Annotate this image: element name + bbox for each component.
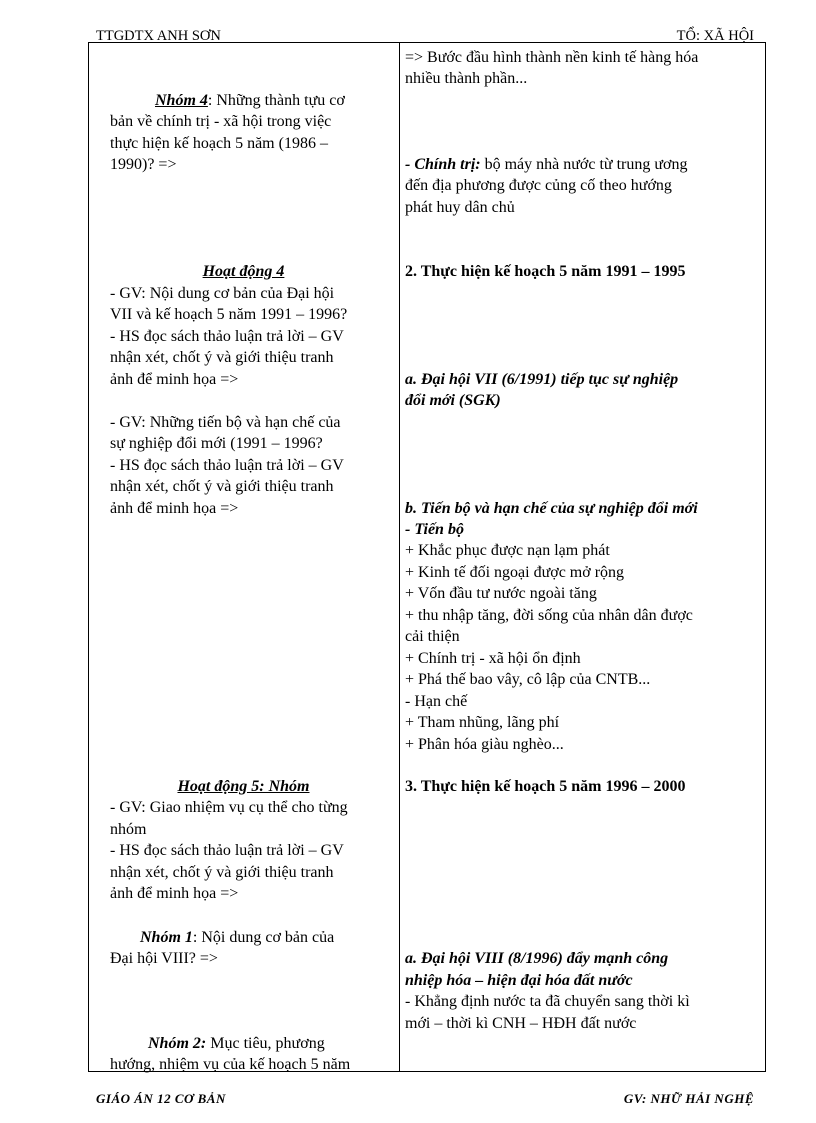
header-right: TỔ: XÃ HỘI	[676, 28, 754, 44]
progress-item-6: + Phá thế bao vây, cô lập của CNTB...	[405, 671, 651, 688]
result-line-2: nhiều thành phần...	[405, 70, 528, 87]
activity4-line-5: ảnh để minh họa =>	[110, 371, 239, 388]
limitation-item-2: + Phân hóa giàu nghèo...	[405, 736, 564, 753]
activity4-line-6: - GV: Những tiến bộ và hạn chế của	[110, 414, 341, 431]
activity5-title: Hoạt động 5: Nhóm	[177, 778, 310, 795]
progress-item-5: + Chính trị - xã hội ổn định	[405, 650, 581, 667]
group4-line-1: Nhóm 4: Những thành tựu cơ	[155, 92, 345, 109]
section2-heading: 2. Thực hiện kế hoạch 5 năm 1991 – 1995	[405, 263, 686, 280]
activity4-line-4: nhận xét, chốt ý và giới thiệu tranh	[110, 349, 334, 366]
activity5-line-4: nhận xét, chốt ý và giới thiệu tranh	[110, 864, 334, 881]
column-divider	[399, 42, 400, 1072]
activity4-line-7: sự nghiệp đổi mới (1991 – 1996?	[110, 435, 323, 452]
section2b-line-2: - Tiến bộ	[405, 521, 464, 538]
group4-line-2: bản về chính trị - xã hội trong việc	[110, 113, 332, 130]
activity5-line-5: ảnh để minh họa =>	[110, 885, 239, 902]
progress-item-2: + Kinh tế đối ngoại được mở rộng	[405, 564, 625, 581]
section3-heading: 3. Thực hiện kế hoạch 5 năm 1996 – 2000	[405, 778, 686, 795]
footer-right: GV: NHỮ HẢI NGHỆ	[623, 1091, 754, 1106]
politics-line-1: - Chính trị: bộ máy nhà nước từ trung ương	[405, 156, 688, 173]
progress-item-3: + Vốn đầu tư nước ngoài tăng	[405, 585, 597, 602]
progress-item-4: + thu nhập tăng, đời sống của nhân dân được	[405, 607, 693, 624]
section3a-line-2: nhiệp hóa – hiện đại hóa đất nước	[405, 972, 633, 989]
activity4-line-9: nhận xét, chốt ý và giới thiệu tranh	[110, 478, 334, 495]
header-left: TTGDTX ANH SƠN	[96, 28, 221, 44]
section2a-line-1: a. Đại hội VII (6/1991) tiếp tục sự nghiệp	[405, 371, 679, 388]
group1-line-2: Đại hội VIII? =>	[110, 950, 218, 967]
activity4-line-2: VII và kế hoạch 5 năm 1991 – 1996?	[110, 306, 348, 323]
group4-line-3: thực hiện kế hoạch 5 năm (1986 –	[110, 135, 328, 152]
section2b-line-1: b. Tiến bộ và hạn chế của sự nghiệp đổi mới	[405, 500, 698, 517]
section2a-line-2: đổi mới (SGK)	[405, 392, 501, 409]
activity5-line-1: - GV: Giao nhiệm vụ cụ thể cho từng	[110, 799, 348, 816]
section3a-line-3: - Khẳng định nước ta đã chuyển sang thời kì	[405, 993, 690, 1010]
group2-line-2: hướng, nhiệm vụ của kế hoạch 5 năm	[110, 1056, 351, 1073]
activity4-line-10: ảnh để minh họa =>	[110, 500, 239, 517]
limitation-item-1: + Tham nhũng, lãng phí	[405, 714, 560, 731]
activity5-line-3: - HS đọc sách thảo luận trả lời – GV	[110, 842, 344, 859]
activity4-line-8: - HS đọc sách thảo luận trả lời – GV	[110, 457, 344, 474]
activity4-line-1: - GV: Nội dung cơ bản của Đại hội	[110, 285, 335, 302]
politics-line-2: đến địa phương được củng cố theo hướng	[405, 177, 672, 194]
section3a-line-4: mới – thời kì CNH – HĐH đất nước	[405, 1015, 637, 1032]
section3a-line-1: a. Đại hội VIII (8/1996) đẩy mạnh công	[405, 950, 669, 967]
activity4-title: Hoạt động 4	[202, 263, 285, 280]
group2-line-1: Nhóm 2: Mục tiêu, phương	[148, 1035, 325, 1052]
result-line-1: => Bước đầu hình thành nền kinh tế hàng hóa	[405, 49, 699, 66]
politics-line-3: phát huy dân chủ	[405, 199, 515, 216]
progress-item-4-cont: cải thiện	[405, 628, 460, 645]
activity4-line-3: - HS đọc sách thảo luận trả lời – GV	[110, 328, 344, 345]
progress-item-1: + Khắc phục được nạn lạm phát	[405, 542, 610, 559]
activity5-line-2: nhóm	[110, 821, 147, 838]
footer-left: GIÁO ÁN 12 CƠ BẢN	[96, 1091, 226, 1106]
limitation-heading: - Hạn chế	[405, 693, 468, 710]
group4-line-4: 1990)? =>	[110, 156, 177, 173]
group1-line-1: Nhóm 1: Nội dung cơ bản của	[140, 929, 335, 946]
